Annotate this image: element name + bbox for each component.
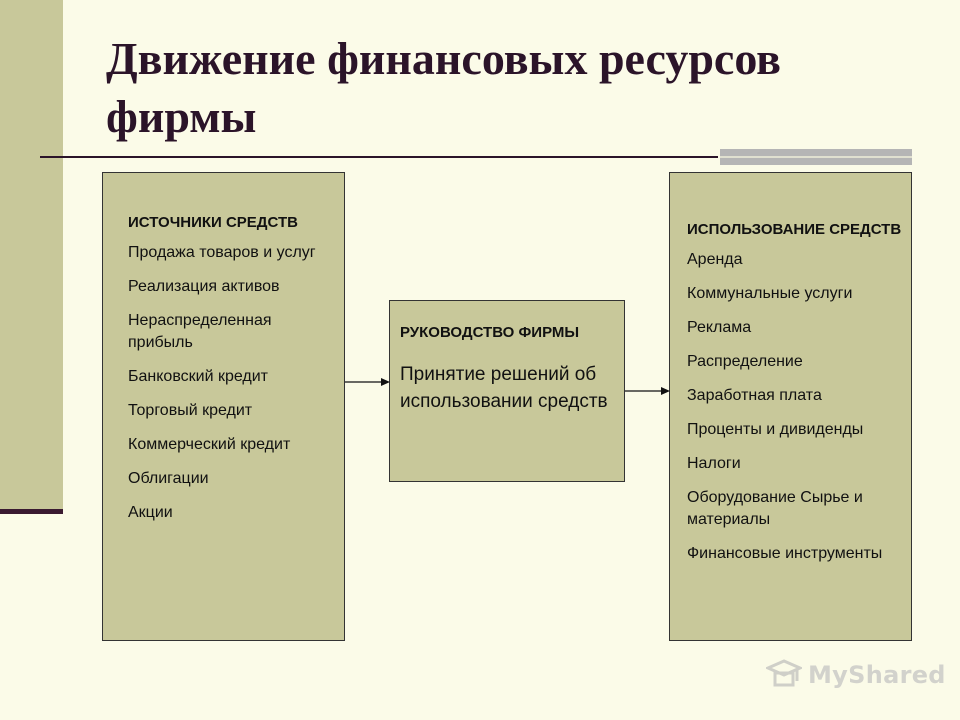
sources-list bbox=[128, 242, 344, 524]
sources-item: Облигации bbox=[128, 470, 209, 487]
sources-item: Акции bbox=[128, 504, 173, 521]
arrow-sources-to-management bbox=[345, 376, 391, 388]
mortarboard-icon bbox=[766, 657, 802, 693]
sources-heading: ИСТОЧНИКИ СРЕДСТВ bbox=[128, 214, 298, 231]
left-band-rule bbox=[0, 509, 63, 514]
sources-item: Нераспределенная прибыль bbox=[128, 312, 272, 351]
title-underline bbox=[40, 156, 718, 158]
management-box bbox=[389, 300, 625, 482]
sources-item: Торговый кредит bbox=[128, 402, 253, 419]
management-text: Принятие решений об использовании средств bbox=[400, 364, 608, 412]
uses-list bbox=[687, 249, 911, 565]
sources-box bbox=[102, 172, 345, 641]
watermark bbox=[766, 655, 946, 695]
uses-item: Аренда bbox=[687, 251, 743, 268]
sources-item: Продажа товаров и услуг bbox=[128, 244, 316, 261]
slide-title: Движение финансовых ресурсов фирмы bbox=[106, 33, 782, 142]
title-accent-bar bbox=[720, 149, 912, 165]
left-decorative-band bbox=[0, 0, 63, 512]
management-heading: РУКОВОДСТВО ФИРМЫ bbox=[400, 324, 580, 341]
uses-item: Коммунальные услуги bbox=[687, 285, 853, 302]
uses-item: Оборудование Сырье и материалы bbox=[687, 489, 863, 528]
uses-heading: ИСПОЛЬЗОВАНИЕ СРЕДСТВ bbox=[687, 221, 902, 238]
sources-item: Коммерческий кредит bbox=[128, 436, 291, 453]
uses-item: Реклама bbox=[687, 319, 752, 336]
sources-item: Банковский кредит bbox=[128, 368, 268, 385]
uses-item: Финансовые инструменты bbox=[687, 545, 883, 562]
uses-item: Заработная плата bbox=[687, 387, 822, 404]
uses-item: Распределение bbox=[687, 353, 803, 370]
uses-item: Проценты и дивиденды bbox=[687, 421, 864, 438]
sources-item: Реализация активов bbox=[128, 278, 280, 295]
uses-box bbox=[669, 172, 912, 641]
arrow-management-to-uses bbox=[625, 385, 671, 397]
watermark-text: MyShared bbox=[808, 661, 946, 689]
uses-item: Налоги bbox=[687, 455, 741, 472]
